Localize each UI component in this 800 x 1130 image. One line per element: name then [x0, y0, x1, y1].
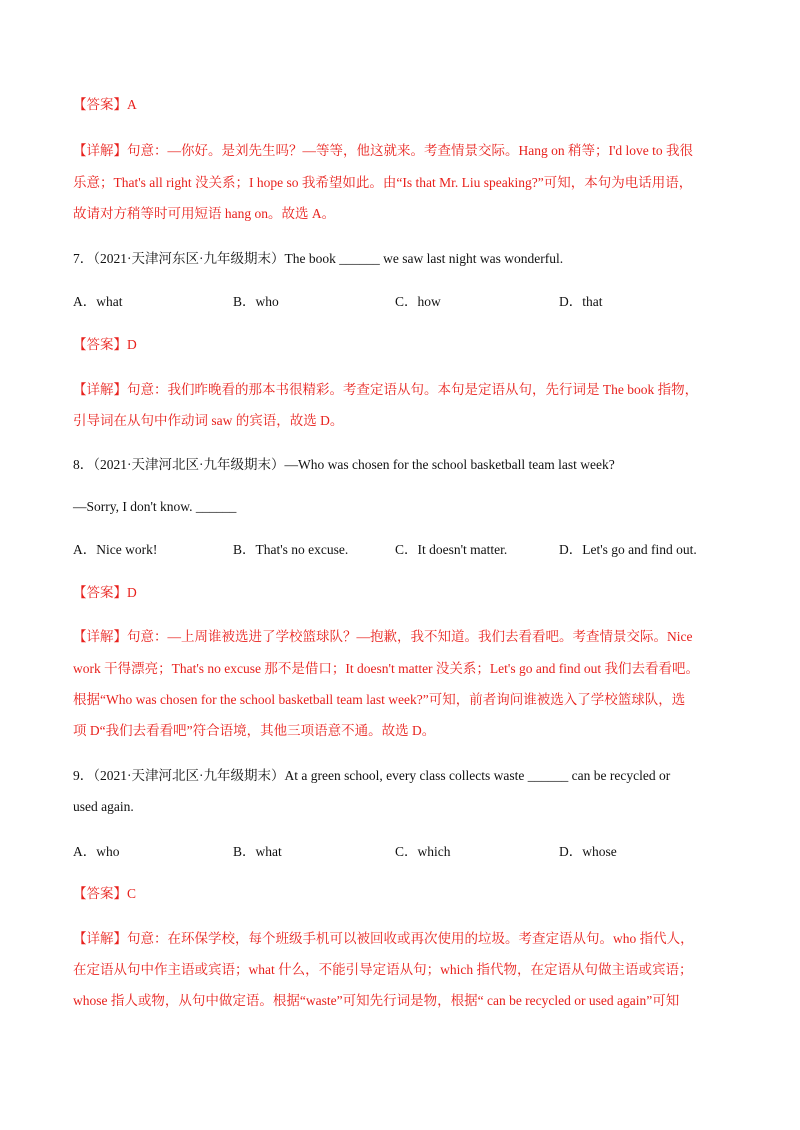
question-stem-q9: 9．（2021·天津河北区·九年级期末）At a green school, every class collects waste ______ can be recycled or — [73, 768, 671, 783]
option-b: B．who — [233, 294, 279, 309]
answer-value: D — [127, 585, 137, 600]
answer-line-q6 — [73, 95, 137, 115]
option-a: A．who — [73, 844, 120, 859]
answer-value: D — [127, 337, 137, 352]
detail-text: 引导词在从句中作动词 saw 的宾语，故选 D。 — [73, 413, 344, 428]
option-a: A．Nice work! — [73, 542, 158, 557]
answer-tag: 【答案】 — [73, 585, 127, 600]
option-a: A．what — [73, 294, 123, 309]
detail-tag: 【详解】 — [73, 382, 127, 397]
question-stem-q8: 8．（2021·天津河北区·九年级期末）—Who was chosen for the school basketball team last week? — [73, 457, 615, 472]
answer-value: A — [127, 97, 137, 112]
detail-line — [73, 627, 692, 647]
detail-text: 句意：我们昨晚看的那本书很精彩。考查定语从句。本句是定语从句，先行词是 The book 指物， — [127, 382, 699, 397]
detail-line — [73, 141, 693, 161]
answer-line-q7 — [73, 335, 137, 355]
answer-line-q8 — [73, 583, 137, 603]
question-stem-q8-line2: —Sorry, I don't know. ______ — [73, 499, 237, 514]
detail-text: 句意：—你好。是刘先生吗？—等等，他这就来。考查情景交际。Hang on 稍等；I'd love to 我很 — [127, 143, 694, 158]
detail-tag: 【详解】 — [73, 931, 127, 946]
option-b: B．what — [233, 844, 282, 859]
detail-text: 根据“Who was chosen for the school basketball team last week?”可知，前者询问谁被选入了学校篮球队，选 — [73, 692, 686, 707]
question-stem-q7: 7．（2021·天津河东区·九年级期末）The book ______ we saw last night was wonderful. — [73, 251, 564, 266]
option-d: D．whose — [559, 844, 617, 859]
answer-tag: 【答案】 — [73, 337, 127, 352]
answer-value: C — [127, 886, 137, 901]
options-q9 — [73, 842, 733, 862]
option-c: C．It doesn't matter. — [395, 542, 508, 557]
detail-line — [73, 380, 698, 400]
answer-tag: 【答案】 — [73, 886, 127, 901]
detail-text: 句意：—上周谁被选进了学校篮球队？—抱歉，我不知道。我们去看看吧。考查情景交际。Nice — [127, 629, 693, 644]
detail-line — [73, 929, 694, 949]
question-stem-q9-line2: used again. — [73, 799, 134, 814]
detail-text: 故请对方稍等时可用短语 hang on。故选 A。 — [73, 206, 336, 221]
option-d: D．Let's go and find out. — [559, 542, 697, 557]
option-d: D．that — [559, 294, 603, 309]
option-c: C．which — [395, 844, 451, 859]
answer-line-q9 — [73, 884, 136, 904]
option-b: B．That's no excuse. — [233, 542, 349, 557]
detail-text: 项 D“我们去看看吧”符合语境，其他三项语意不通。故选 D。 — [73, 723, 436, 738]
options-q8 — [73, 540, 733, 560]
answer-tag: 【答案】 — [73, 97, 127, 112]
detail-tag: 【详解】 — [73, 143, 127, 158]
detail-text: whose 指人或物，从句中做定语。根据“waste”可知先行词是物，根据“ can be recycled or used again”可知 — [73, 993, 680, 1008]
options-q7 — [73, 292, 733, 312]
option-c: C．how — [395, 294, 441, 309]
detail-text: work 干得漂亮；That's no excuse 那不是借口；It doesn't matter 没关系；Let's go and find out 我们去看看吧。 — [73, 661, 699, 676]
detail-text: 在定语从句中作主语或宾语；what 什么，不能引导定语从句；which 指代物，在定语从句做主语或宾语； — [73, 962, 693, 977]
detail-text: 句意：在环保学校，每个班级手机可以被回收或再次使用的垃圾。考查定语从句。who 指代人， — [127, 931, 694, 946]
detail-tag: 【详解】 — [73, 629, 127, 644]
detail-text: 乐意；That's all right 没关系；I hope so 我希望如此。由“Is that Mr. Liu speaking?”可知，本句为电话用语， — [73, 175, 693, 190]
